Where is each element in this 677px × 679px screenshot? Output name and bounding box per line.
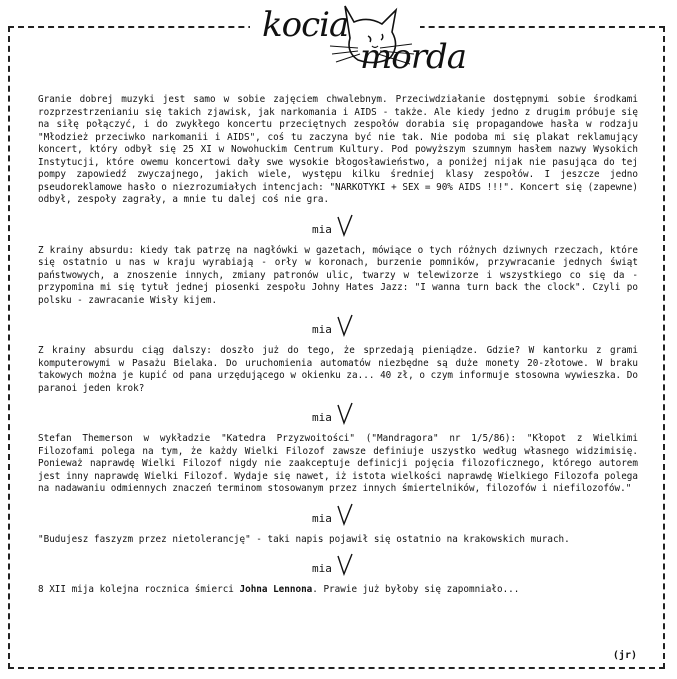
lennon-text-after: . Prawie już byłoby się zapomniało... xyxy=(312,584,520,595)
miau-divider-icon xyxy=(308,401,368,425)
logo-word-kocia: kocia xyxy=(262,5,349,45)
svg-text:mia: mia xyxy=(312,511,332,525)
lennon-text-before: 8 XII mija kolejna rocznica śmierci xyxy=(38,584,240,595)
svg-text:mia: mia xyxy=(312,562,332,575)
article-body xyxy=(38,94,638,597)
miau-divider-icon xyxy=(308,213,368,237)
miau-divider-icon xyxy=(308,313,368,337)
lennon-name: Johna Lennona xyxy=(239,584,313,595)
miau-divider xyxy=(38,313,638,337)
paragraph-themerson: Stefan Themerson w wykładzie "Katedra Przyzwoitości" ("Mandragora" nr 1/5/86): "Kłopot z Wielkimi Filozofami polega na tym, że każdy Wielki Filozof zawsze definiuje uszystko według własnego widzimisię. Ponieważ naprawdę Wielki Filozof nigdy nie zaakceptuje definicji pojęcia filozoficznego, którego autorem jest inny naprawdę Wielki Filozof. Wydaje się nawet, iż istota wielkości naprawdę Wielkiego Filozofa polega na nadawaniu odmiennych znaczeń terminom stosowanym przez innych śmiertelników, filozofów i niefilozofów." xyxy=(38,433,638,494)
paragraph-absurd-2: Z krainy absurdu ciąg dalszy: doszło już do tego, że sprzedają pieniądze. Gdzie? W kantorku z grami komputerowymi w Pasażu Bielaka. Do uruchomienia automatów niezbędne są duże monety 20-złotowe. W braku takowych można je kupić od pana urzędującego w okienku za... 40 zł, o czym informuje stosowna wywieszka. Do paranoi jeden krok? xyxy=(38,345,638,394)
miau-divider xyxy=(38,213,638,237)
svg-text:mia: mia xyxy=(312,411,332,424)
kocia-morda-logo xyxy=(250,2,466,80)
paragraph-absurd-1: Z krainy absurdu: kiedy tak patrzę na nagłówki w gazetach, mówiące o tych różnych dziwnych rzeczach, które się ostatnio u nas w kraju wyrabiają - orły w koronach, burzenie pomników, przywracanie jednych świąt państwowych, a znoszenie innych, zmiany patronów ulic, twarzy w telewizorze i wszystkiego co się da - przypomina mi się tytuł jednej piosenki zespołu Johny Hates Jazz: "I wanna turn back the clock". Czyli po polsku - zawracanie Wisły kijem. xyxy=(38,244,638,306)
paragraph-lennon xyxy=(38,584,638,597)
paragraph-concert: Granie dobrej muzyki jest samo w sobie zajęciem chwalebnym. Przeciwdziałanie dostępnymi sobie środkami rozprzestrzenianiu się takich zjawisk, jak narkomania i AIDS - także. Ale kiedy jedno z drugim próbuje się na siłę połączyć, i do zwykłego koncertu przeciętnych zespołów dorabia się propagandowe hasła w rodzaju "Młodzież przeciwko narkomanii i AIDS", coś tu zaczyna być nie tak. Nie podoba mi się plakat reklamujący koncert, który odbył się 25 XI w Nowohuckim Centrum Kultury. Pod powyższym szumnym hasłem nazwy Wysokich Instytucji, które owemu koncertowi dały swe wysokie błogosławieństwo, a poniżej nijak nie pasująca do tej pompy zapowiedź zwyczajnego, jakich wiele, występu kilku średniej klasy zespołów. I jeszcze jedno pseudoreklamowe hasło o niezrozumiałych intencjach: "NARKOTYKI + SEX = 90% AIDS !!!". Koncert się (zapewne) odbył, zespoły zagrały, a mnie tu dalej coś nie gra. xyxy=(38,94,638,205)
miau-divider xyxy=(38,502,638,526)
miau-divider-icon xyxy=(308,502,368,526)
paragraph-faszyzm: "Budujesz faszyzm przez nietolerancję" - taki napis pojawił się ostatnio na krakowskich murach. xyxy=(38,533,570,545)
svg-text:mia: mia xyxy=(312,222,332,236)
logo-word-morda: morda xyxy=(360,37,466,77)
miau-divider xyxy=(38,552,638,576)
svg-text:mia: mia xyxy=(312,323,332,336)
miau-divider xyxy=(38,401,638,425)
miau-divider-icon xyxy=(308,552,368,576)
author-signature: (jr) xyxy=(612,650,637,661)
